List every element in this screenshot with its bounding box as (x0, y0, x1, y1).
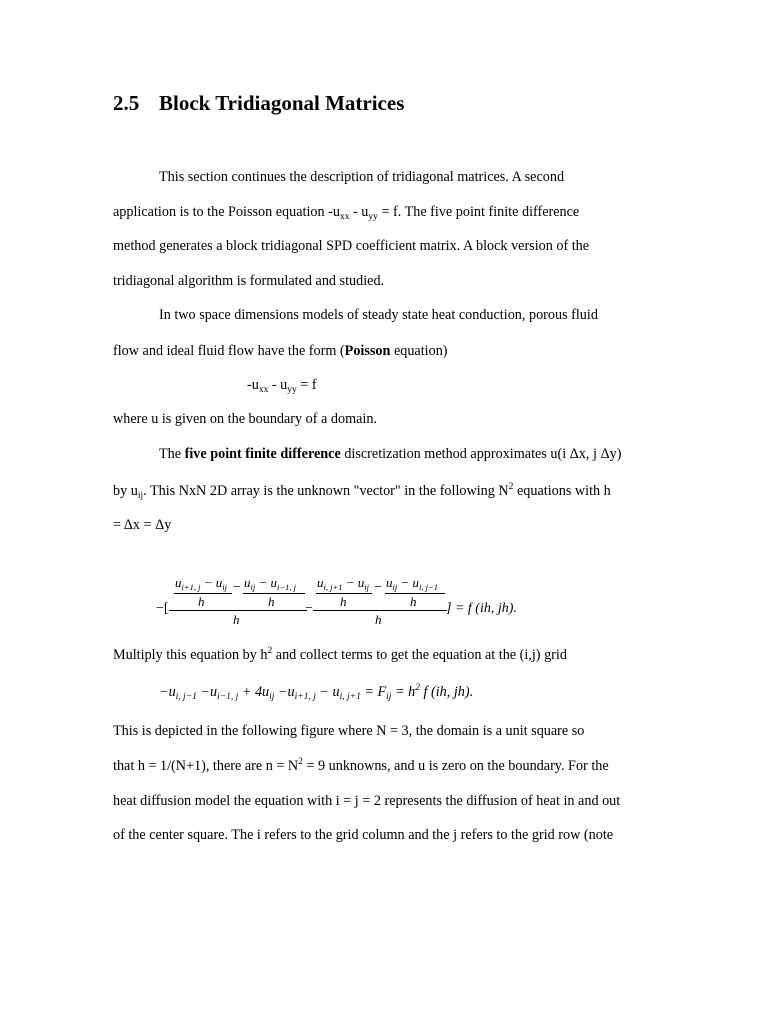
subscript: i, j+1 (339, 692, 361, 702)
para1-line1: This section continues the description of tridiagonal matrices. A second (159, 169, 565, 185)
text-run: − u (255, 575, 278, 590)
bold-term: five point finite difference (184, 446, 341, 462)
main-fraction-bar (169, 610, 307, 611)
subscript: ij (137, 491, 144, 501)
subscript: ij (392, 582, 398, 592)
text-run: Multiply this equation by h (113, 647, 268, 663)
superscript: 2 (298, 757, 303, 767)
text-run: equations with h (513, 483, 611, 499)
fd-lead: −[ (156, 601, 169, 616)
text-run: −u (274, 684, 295, 700)
text-run: + 4u (238, 684, 270, 700)
para3-line1: where u is given on the boundary of a domain. (113, 411, 377, 427)
grid-equation (159, 683, 473, 701)
section-heading (113, 89, 404, 117)
para5-line1 (113, 646, 567, 664)
text-run: = f. The five point finite difference (377, 204, 580, 220)
text-run: application is to the Poisson equation -u (113, 204, 340, 220)
text-run: u (317, 575, 324, 590)
subscript: yy (287, 385, 297, 395)
superscript: 2 (415, 683, 420, 693)
text-run: equation) (390, 343, 448, 359)
subscript: i+1, j (294, 692, 316, 702)
subscript: i+1, j (181, 582, 201, 592)
main-fraction-bar (313, 610, 447, 611)
text-run: −u (159, 684, 176, 700)
text-run: = 9 unknowns, and u is zero on the boundary. For the (302, 758, 609, 774)
text-run: = f (296, 377, 317, 393)
text-run: by u (113, 483, 138, 499)
text-run: flow and ideal fluid flow have the form ( (113, 343, 345, 359)
para6-line2 (113, 757, 609, 775)
fd-den2: h (268, 594, 275, 609)
text-run: The (159, 446, 185, 462)
para4-line3: = Δx = Δy (113, 517, 172, 533)
subscript: i, j−1 (419, 582, 438, 592)
para1-line3: method generates a block tridiagonal SPD coefficient matrix. A block version of the (113, 238, 590, 254)
section-title: Block Tridiagonal Matrices (159, 91, 405, 115)
fd-den4: h (410, 594, 417, 609)
subscript: i−1, j (277, 582, 296, 592)
para6-line4: of the center square. The i refers to the grid column and the j refers to the grid row (note (113, 827, 614, 843)
text-run: f (ih, jh). (419, 684, 474, 700)
para1-line4: tridiagonal algorithm is formulated and studied. (113, 273, 385, 289)
fd-tail (446, 601, 517, 617)
poisson-equation (247, 376, 317, 394)
subscript: i, j+1 (323, 582, 343, 592)
text-run: u (244, 575, 251, 590)
text-run: u (386, 575, 393, 590)
text-run: − u (315, 684, 340, 700)
para6-line1: This is depicted in the following figure where N = 3, the domain is a unit square so (113, 723, 585, 739)
subscript: ij (269, 692, 275, 702)
subscript: yy (368, 212, 378, 222)
subscript: i, j−1 (175, 692, 197, 702)
text-run: −u (196, 684, 218, 700)
fd-main-den1: h (233, 612, 240, 627)
fd-middle-minus: − (305, 601, 313, 616)
subscript: xx (258, 385, 269, 395)
text-run: − u (200, 575, 223, 590)
text-run: u (175, 575, 182, 590)
subscript: ij (250, 582, 256, 592)
subscript: xx (339, 212, 350, 222)
superscript: 2 (267, 646, 273, 656)
fd-num2 (244, 575, 296, 591)
para6-line3: heat diffusion model the equation with i = j = 2 represents the diffusion of heat in and out (113, 793, 621, 809)
fd-inner-minus1: − (233, 580, 241, 595)
text-run: = F (360, 684, 387, 700)
bold-term: Poisson (344, 343, 391, 359)
text-run: discretization method approximates u(i Δx, j Δy) (340, 446, 622, 462)
text-run: − u (342, 575, 365, 590)
text-run: ] = f (ih, jh). (446, 601, 517, 616)
para2-line2 (113, 342, 448, 360)
text-run: -u (247, 377, 259, 393)
section-number: 2.5 (113, 91, 140, 115)
text-run: . This NxN 2D array is the unknown "vector" in the following N (143, 483, 509, 499)
subscript: ij (386, 692, 392, 702)
text-run: − u (397, 575, 420, 590)
subscript: ij (364, 582, 369, 592)
text-run: - u (268, 377, 288, 393)
fd-num1 (175, 575, 227, 591)
fd-num4 (386, 575, 438, 591)
text-run: and collect terms to get the equation at the (i,j) grid (272, 647, 567, 663)
text-run: that h = 1/(N+1), there are n = N (113, 758, 299, 774)
para2-line1: In two space dimensions models of steady state heat conduction, porous fluid (159, 307, 598, 323)
fd-den1: h (198, 594, 205, 609)
para4-line2 (113, 482, 611, 500)
fd-den3: h (340, 594, 347, 609)
subscript: ij (222, 582, 227, 592)
subscript: i−1, j (217, 692, 239, 702)
fd-num3 (317, 575, 369, 591)
fd-inner-minus2: − (374, 580, 382, 595)
text-run: - u (349, 204, 369, 220)
fd-main-den2: h (375, 612, 382, 627)
text-run: = h (391, 684, 416, 700)
superscript: 2 (508, 482, 514, 492)
para1-line2 (113, 203, 579, 221)
para4-line1 (159, 445, 621, 463)
